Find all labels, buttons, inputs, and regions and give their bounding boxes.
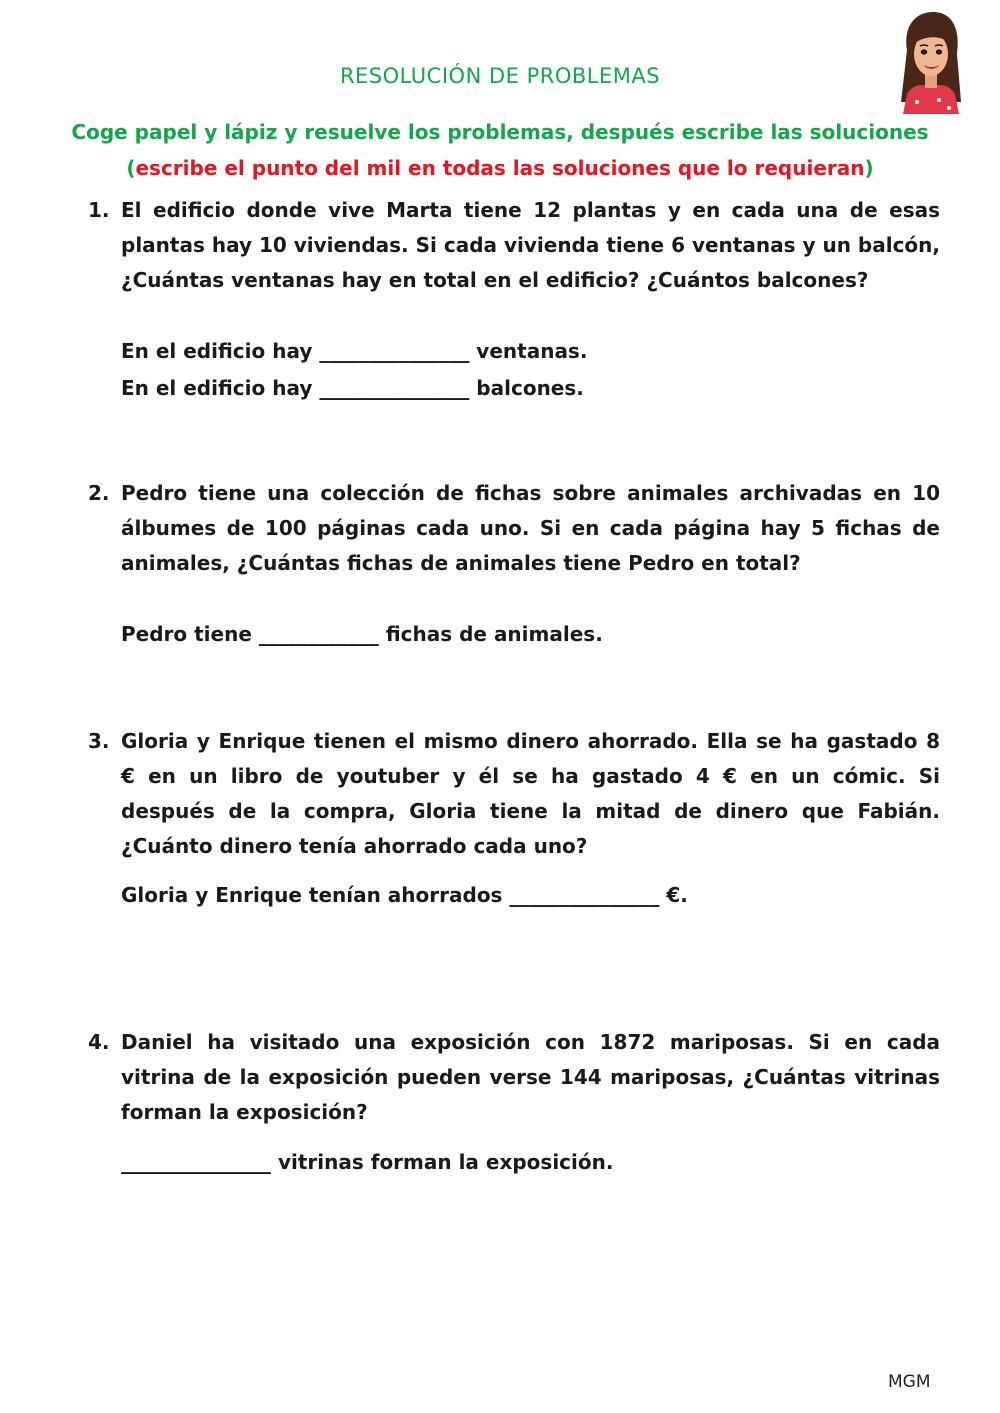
- problem-4-text: Daniel ha visitado una exposición con 1872 mariposas. Si en cada vitrina de la exposición pueden verse 144 mariposas, ¿Cuántas vitrinas forman la exposición?: [121, 1030, 940, 1124]
- problem-3: [88, 724, 940, 864]
- problem-4-answer: _______________ vitrinas forman la exposición.: [121, 1150, 614, 1174]
- instructions-line-1: Coge papel y lápiz y resuelve los problemas, después escribe las soluciones: [71, 120, 929, 144]
- instructions: [60, 114, 940, 186]
- instructions-line-2: [60, 150, 940, 186]
- page-title: RESOLUCIÓN DE PROBLEMAS: [339, 64, 661, 88]
- instructions-red-note: escribe el punto del mil en todas las soluciones que lo requieran: [135, 156, 865, 180]
- problem-1-text: El edificio donde vive Marta tiene 12 plantas y en cada una de esas plantas hay 10 viviendas. Si cada vivienda tiene 6 ventanas y un balcón, ¿Cuántas ventanas hay en total en el edificio? ¿Cuántos balcones?: [121, 198, 940, 292]
- problem-1: [88, 193, 940, 298]
- open-paren: (: [126, 156, 136, 180]
- close-paren: ): [864, 156, 874, 180]
- problem-1-number: 1.: [88, 198, 110, 222]
- problem-4-number: 4.: [88, 1030, 110, 1054]
- problem-3-answer: Gloria y Enrique tenían ahorrados _______________ €.: [121, 883, 688, 907]
- problem-1-answer-windows: En el edificio hay _______________ ventanas.: [121, 339, 588, 363]
- author-initials: MGM: [888, 1372, 931, 1392]
- problem-2-text: Pedro tiene una colección de fichas sobre animales archivadas en 10 álbumes de 100 páginas cada uno. Si en cada página hay 5 fichas de animales, ¿Cuántas fichas de animales tiene Pedro en total?: [121, 481, 940, 575]
- problem-4: [88, 1025, 940, 1130]
- problem-3-number: 3.: [88, 729, 110, 753]
- teacher-avatar-icon: [893, 10, 969, 116]
- problem-2: [88, 476, 940, 581]
- problem-2-answer: Pedro tiene ____________ fichas de animales.: [121, 622, 603, 646]
- problem-2-number: 2.: [88, 481, 110, 505]
- problem-1-answer-balconies: En el edificio hay _______________ balcones.: [121, 376, 584, 400]
- problem-3-text: Gloria y Enrique tienen el mismo dinero ahorrado. Ella se ha gastado 8 € en un libro de youtuber y él se ha gastado 4 € en un cómic. Si después de la compra, Gloria tiene la mitad de dinero que Fabián. ¿Cuánto dinero tenía ahorrado cada uno?: [121, 729, 940, 858]
